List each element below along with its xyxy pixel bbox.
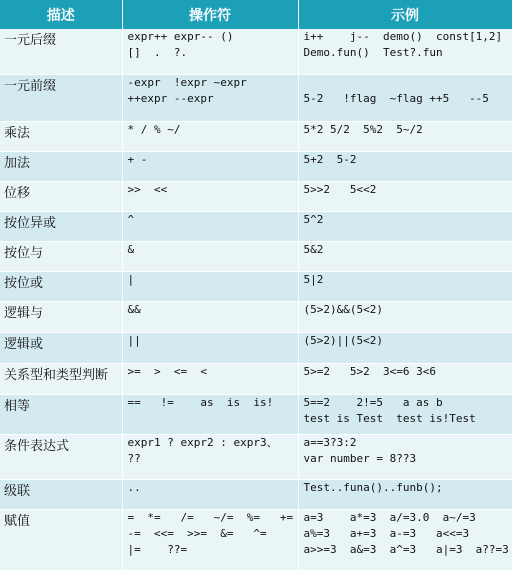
- row-example: 5+2 5-2: [298, 151, 512, 181]
- row-operators: expr++ expr-- () [] . ?.: [122, 29, 298, 74]
- row-operators: == != as is is!: [122, 394, 298, 434]
- row-example: 5>=2 5>2 3<=6 3<6: [298, 363, 512, 394]
- row-operators: >= > <= <: [122, 363, 298, 394]
- row-example: 5>>2 5<<2: [298, 181, 512, 211]
- header-description: 描述: [0, 0, 122, 29]
- row-description: 按位异或: [0, 211, 122, 241]
- row-operators: * / % ~/: [122, 121, 298, 151]
- table-row: [0, 479, 512, 509]
- row-operators: ..: [122, 479, 298, 509]
- row-description: 按位或: [0, 271, 122, 301]
- row-operators: expr1 ? expr2 : expr3、 ??: [122, 434, 298, 479]
- row-operators: >> <<: [122, 181, 298, 211]
- table-row: [0, 363, 512, 394]
- table-row: [0, 509, 512, 570]
- row-example: (5>2)||(5<2): [298, 332, 512, 363]
- row-description: 加法: [0, 151, 122, 181]
- row-example: (5>2)&&(5<2): [298, 301, 512, 332]
- row-operators: |: [122, 271, 298, 301]
- row-example: a==3?3:2 var number = 8??3: [298, 434, 512, 479]
- header-operator: 操作符: [122, 0, 298, 29]
- table-header-row: [0, 0, 512, 29]
- row-operators: &&: [122, 301, 298, 332]
- row-description: 一元后缀: [0, 29, 122, 74]
- row-example: 5-2 !flag ~flag ++5 --5: [298, 74, 512, 121]
- row-example: 5^2: [298, 211, 512, 241]
- row-description: 逻辑与: [0, 301, 122, 332]
- row-description: 赋值: [0, 509, 122, 570]
- row-description: 位移: [0, 181, 122, 211]
- table-row: [0, 271, 512, 301]
- row-description: 逻辑或: [0, 332, 122, 363]
- table-row: [0, 394, 512, 434]
- row-operators: &: [122, 241, 298, 271]
- table-row: [0, 241, 512, 271]
- row-description: 条件表达式: [0, 434, 122, 479]
- header-example: 示例: [298, 0, 512, 29]
- row-operators: = *= /= ~/= %= += -= <<= >>= &= ^= |= ??=: [122, 509, 298, 570]
- row-description: 级联: [0, 479, 122, 509]
- table-row: [0, 151, 512, 181]
- row-description: 乘法: [0, 121, 122, 151]
- row-description: 一元前缀: [0, 74, 122, 121]
- row-example: a=3 a*=3 a/=3.0 a~/=3 a%=3 a+=3 a-=3 a<<=3 a>>=3 a&=3 a^=3 a|=3 a??=3: [298, 509, 512, 570]
- table-row: [0, 434, 512, 479]
- row-example: 5|2: [298, 271, 512, 301]
- row-example: 5*2 5/2 5%2 5~/2: [298, 121, 512, 151]
- table-row: [0, 29, 512, 74]
- row-description: 按位与: [0, 241, 122, 271]
- row-operators: -expr !expr ~expr ++expr --expr: [122, 74, 298, 121]
- table-row: [0, 211, 512, 241]
- table-row: [0, 181, 512, 211]
- row-operators: + -: [122, 151, 298, 181]
- table-row: [0, 301, 512, 332]
- table-row: [0, 74, 512, 121]
- row-operators: ^: [122, 211, 298, 241]
- row-operators: ||: [122, 332, 298, 363]
- row-example: i++ j-- demo() const[1,2] Demo.fun() Test?.fun: [298, 29, 512, 74]
- row-example: 5&2: [298, 241, 512, 271]
- row-description: 关系型和类型判断: [0, 363, 122, 394]
- row-example: Test..funa()..funb();: [298, 479, 512, 509]
- row-example: 5==2 2!=5 a as b test is Test test is!Test: [298, 394, 512, 434]
- table-row: [0, 121, 512, 151]
- table-row: [0, 332, 512, 363]
- row-description: 相等: [0, 394, 122, 434]
